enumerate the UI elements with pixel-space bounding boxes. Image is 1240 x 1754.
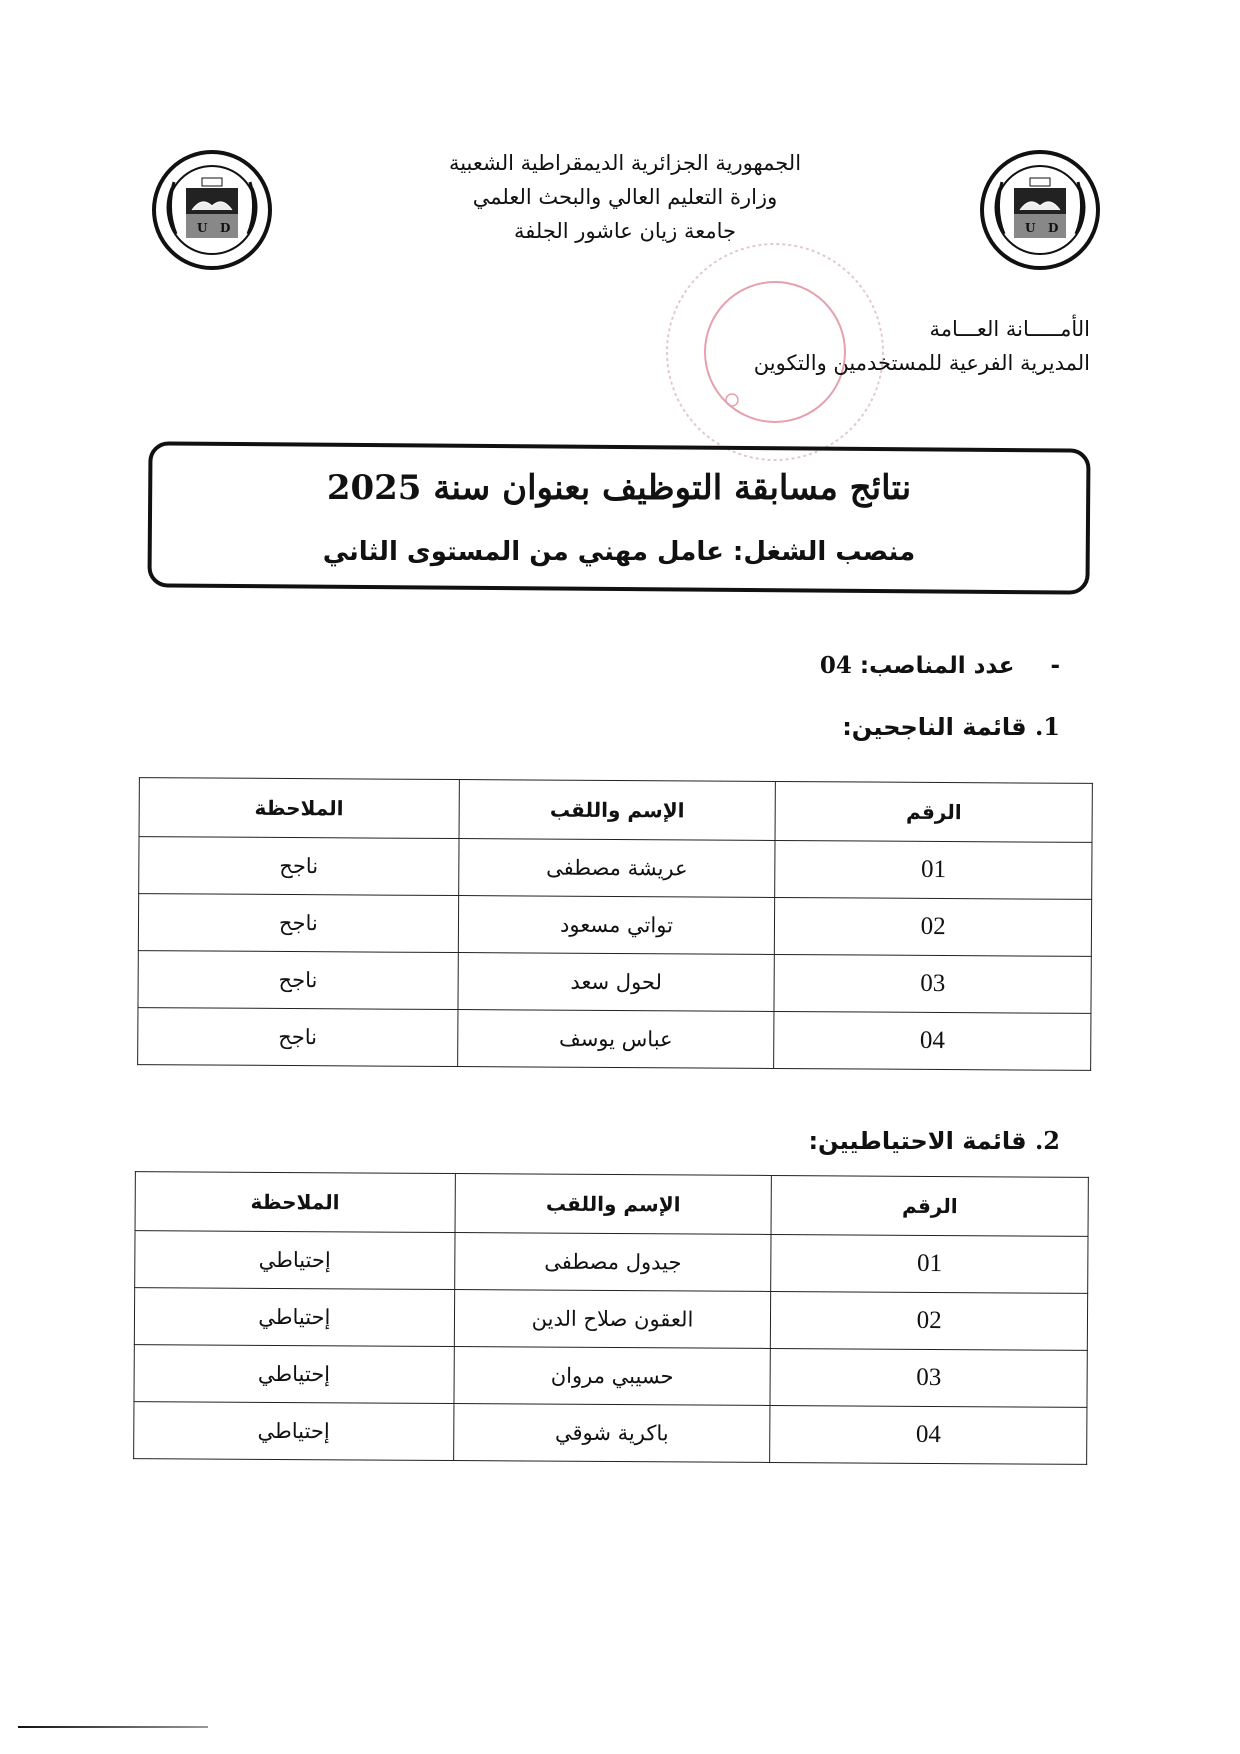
cell-number: 02 [771,1291,1088,1350]
successful-candidates-table [137,777,1093,1071]
table-row [134,1402,1087,1465]
logo-letter-u: U [1025,221,1036,235]
university-logo-left [150,148,274,272]
table-header-row [139,778,1092,843]
cell-note: ناجح [139,837,459,896]
logo-letter-d: D [1048,221,1059,235]
cell-note: ناجح [138,951,458,1010]
table-row [138,951,1091,1014]
cell-name: جيدول مصطفى [454,1233,771,1292]
cell-name: عباس يوسف [457,1010,774,1069]
page-title: نتائج مسابقة التوظيف بعنوان سنة 2025 [326,468,912,508]
table-header-row [135,1172,1088,1237]
cell-number: 03 [774,954,1091,1013]
job-position-subtitle: منصب الشغل: عامل مهني من المستوى الثاني [322,537,916,567]
positions-label: عدد المناصب: [859,653,1015,679]
section-heading-reserve [808,1122,1060,1160]
cell-note: إحتياطي [135,1231,455,1290]
university-logo-right [978,148,1102,272]
section-title: قائمة الناجحين: [842,713,1027,741]
secretariat-label: الأمـــــانة العـــامة [929,317,1090,341]
logo-letter-u: U [197,221,208,235]
table-row [135,1231,1088,1294]
cell-note: ناجح [138,1008,458,1067]
section-index: 2. [1034,1126,1060,1155]
header-number: الرقم [775,781,1092,842]
logo-letter-d: D [220,221,231,235]
positions-value: 04 [819,652,852,679]
cell-number: 04 [774,1011,1091,1070]
ministry-name: وزارة التعليم العالي والبحث العلمي [472,185,778,209]
header-number: الرقم [771,1175,1088,1236]
cell-note: إحتياطي [134,1288,454,1347]
section-index: 1. [1034,712,1060,741]
reserve-candidates-table [133,1171,1089,1465]
section-title: قائمة الاحتياطيين: [808,1127,1027,1155]
cell-number: 01 [771,1234,1088,1293]
header-name: الإسم واللقب [459,780,776,841]
table-row [138,1008,1091,1071]
table-row [138,894,1091,957]
cell-name: عريشة مصطفى [458,839,775,898]
footer-rule [18,1726,208,1728]
country-name: الجمهورية الجزائرية الديمقراطية الشعبية [448,151,802,175]
section-heading-successful [842,708,1060,746]
table-row [134,1345,1087,1408]
university-name: جامعة زيان عاشور الجلفة [514,219,736,243]
directorate-label: المديرية الفرعية للمستخدمين والتكوين [753,351,1090,375]
cell-number: 03 [770,1348,1087,1407]
table-row [134,1288,1087,1351]
department-block [754,312,1090,380]
cell-name: لحول سعد [458,953,775,1012]
cell-number: 01 [775,840,1092,899]
positions-count [820,648,1060,684]
table-row [139,837,1092,900]
cell-name: تواتي مسعود [458,896,775,955]
header-note: الملاحظة [139,778,459,839]
cell-note: إحتياطي [134,1345,454,1404]
cell-number: 02 [775,897,1092,956]
cell-note: ناجح [138,894,458,953]
cell-name: حسيبي مروان [454,1347,771,1406]
cell-name: العقون صلاح الدين [454,1290,771,1349]
header-name: الإسم واللقب [455,1174,772,1235]
cell-number: 04 [770,1405,1087,1464]
bullet-dash: - [1050,653,1060,679]
cell-note: إحتياطي [134,1402,454,1461]
cell-name: باكرية شوقي [453,1404,770,1463]
header-note: الملاحظة [135,1172,455,1233]
